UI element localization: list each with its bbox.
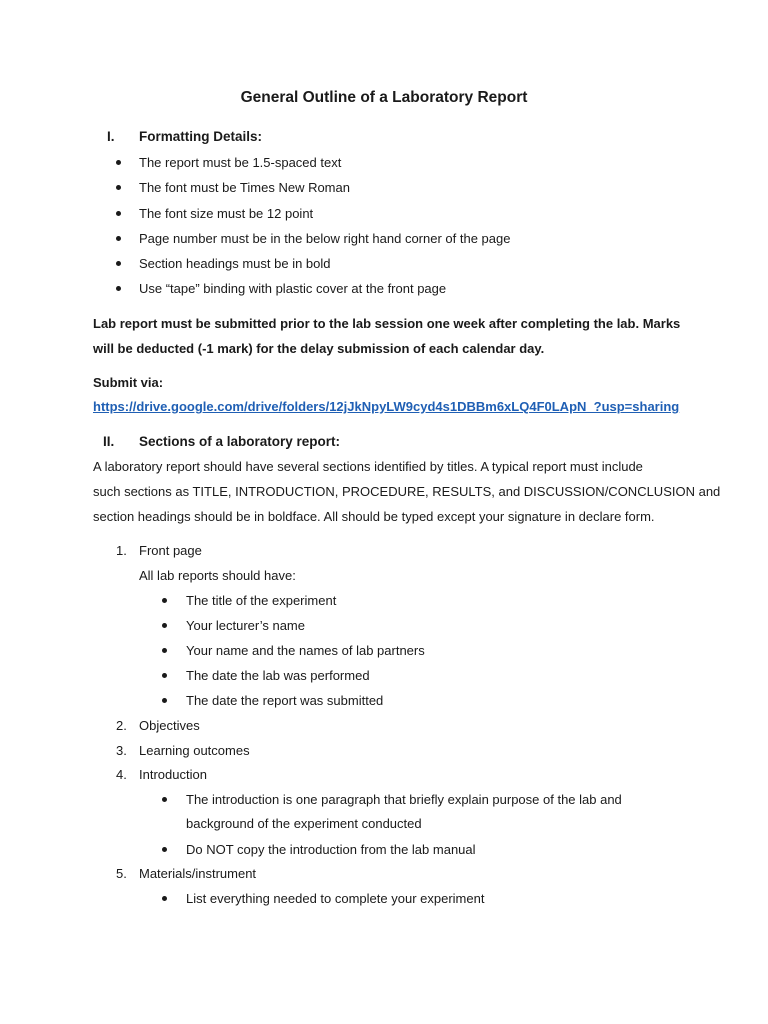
section-2-intro-line-3: section headings should be in boldface. All should be typed except your signature in declare form. (93, 509, 655, 524)
bullet-icon (116, 261, 121, 266)
item-1-number: 1. (116, 543, 127, 558)
bullet-icon (162, 648, 167, 653)
item-2-number: 2. (116, 718, 127, 733)
section-2-heading: Sections of a laboratory report: (139, 434, 341, 449)
item-4-number: 4. (116, 767, 127, 782)
bullet-icon (116, 160, 121, 165)
section-2-intro-line-2: such sections as TITLE, INTRODUCTION, PROCEDURE, RESULTS, and DISCUSSION/CONCLUSION and (93, 484, 721, 499)
section-1-number: I. (107, 129, 115, 144)
front-page-bullet-3: Your name and the names of lab partners (186, 643, 425, 658)
item-1-sublabel: All lab reports should have: (139, 568, 296, 583)
bullet-icon (162, 896, 167, 901)
bullet-icon (116, 185, 121, 190)
front-page-bullet-5: The date the report was submitted (186, 693, 384, 708)
item-1-label: Front page (139, 543, 202, 558)
page-title: General Outline of a Laboratory Report (240, 89, 528, 106)
format-bullet-1: The report must be 1.5-spaced text (139, 155, 342, 170)
bullet-icon (116, 286, 121, 291)
item-3-label: Learning outcomes (139, 743, 250, 758)
section-1-heading: Formatting Details: (139, 129, 263, 144)
format-bullet-2: The font must be Times New Roman (139, 180, 350, 195)
item-3-number: 3. (116, 743, 127, 758)
submission-note-line-2: will be deducted (-1 mark) for the delay submission of each calendar day. (93, 341, 545, 356)
submission-note-line-1: Lab report must be submitted prior to the lab session one week after completing the lab. Marks (93, 316, 681, 331)
format-bullet-4: Page number must be in the below right hand corner of the page (139, 231, 511, 246)
section-2-number: II. (103, 434, 115, 449)
materials-bullet-1: List everything needed to complete your experiment (186, 891, 485, 906)
format-bullet-6: Use “tape” binding with plastic cover at the front page (139, 281, 447, 296)
bullet-icon (162, 698, 167, 703)
introduction-bullet-1: The introduction is one paragraph that briefly explain purpose of the lab and (186, 792, 622, 807)
introduction-bullet-1-continued: background of the experiment conducted (186, 816, 422, 831)
submit-via-label: Submit via: (93, 375, 164, 390)
front-page-bullet-4: The date the lab was performed (186, 668, 370, 683)
section-2-intro-line-1: A laboratory report should have several sections identified by titles. A typical report must include (93, 459, 643, 474)
bullet-icon (162, 623, 167, 628)
bullet-icon (116, 211, 121, 216)
introduction-bullet-2: Do NOT copy the introduction from the lab manual (186, 842, 476, 857)
item-2-label: Objectives (139, 718, 200, 733)
bullet-icon (162, 598, 167, 603)
item-5-label: Materials/instrument (139, 866, 257, 881)
item-5-number: 5. (116, 866, 127, 881)
format-bullet-5: Section headings must be in bold (139, 256, 331, 271)
front-page-bullet-2: Your lecturer’s name (186, 618, 305, 633)
front-page-bullet-1: The title of the experiment (186, 593, 337, 608)
bullet-icon (162, 673, 167, 678)
item-4-label: Introduction (139, 767, 207, 782)
submission-link[interactable]: https://drive.google.com/drive/folders/12jJkNpyLW9cyd4s1DBBm6xLQ4F0LApN_?usp=sharing (93, 399, 680, 414)
bullet-icon (162, 797, 167, 802)
bullet-icon (116, 236, 121, 241)
bullet-icon (162, 847, 167, 852)
format-bullet-3: The font size must be 12 point (139, 206, 314, 221)
